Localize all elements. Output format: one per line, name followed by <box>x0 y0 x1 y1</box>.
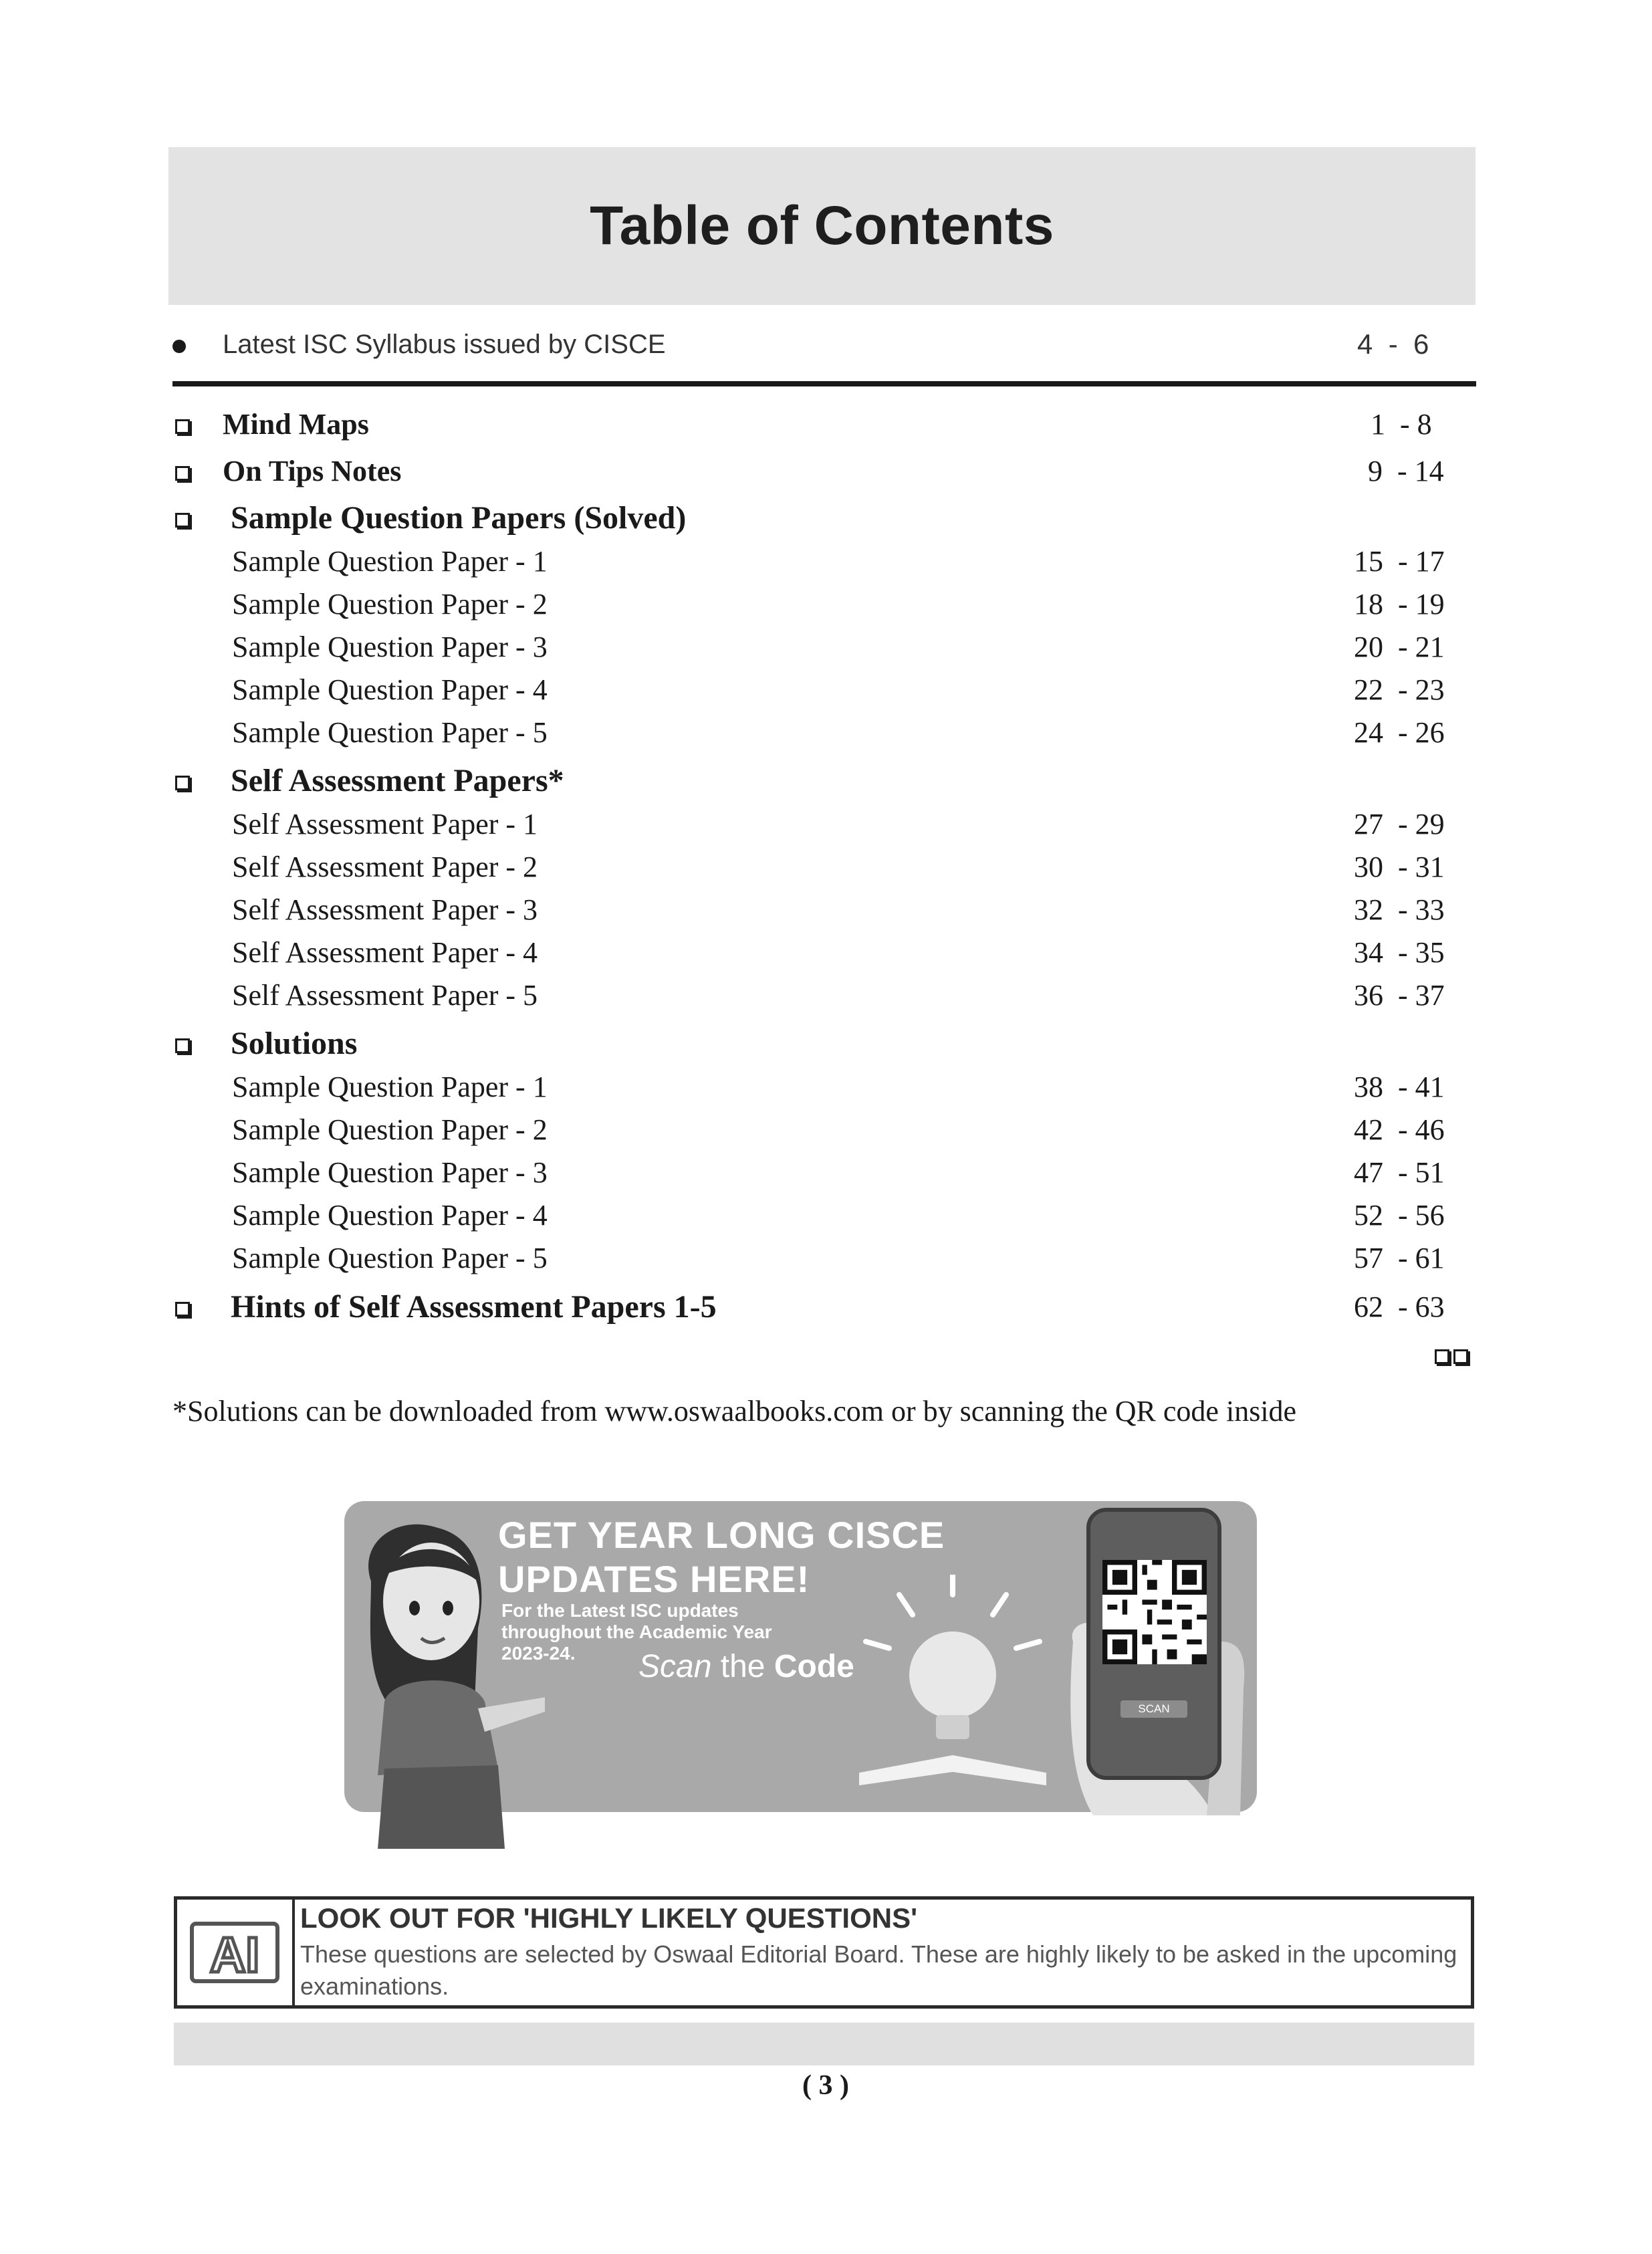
toc-label: Sample Question Paper - 3 <box>232 631 548 663</box>
footer-band <box>174 2023 1474 2065</box>
ai-box-body: These questions are selected by Oswaal Editorial Board. These are highly likely to be asked in the upcoming examinations. <box>300 1940 1457 2000</box>
toc-section-label: Sample Question Papers (Solved) <box>231 500 687 536</box>
banner-subtext-line: throughout the Academic Year <box>501 1621 772 1642</box>
ai-icon-cell <box>177 1900 295 2005</box>
toc-row[interactable] <box>0 538 1652 585</box>
toc-row[interactable] <box>0 1107 1652 1153</box>
lightbulb-icon <box>859 1575 1046 1789</box>
toc-row[interactable] <box>0 929 1652 976</box>
toc-label: Sample Question Paper - 5 <box>232 1242 548 1274</box>
toc-row[interactable] <box>0 1235 1652 1282</box>
toc-label: Self Assessment Paper - 1 <box>232 808 538 840</box>
scan-word: Code <box>774 1649 854 1684</box>
toc-row[interactable] <box>0 667 1652 713</box>
toc-pages: 9 - 14 <box>1368 455 1444 487</box>
toc-pages: 47 - 51 <box>1354 1156 1445 1189</box>
toc-label: Self Assessment Paper - 4 <box>232 936 538 969</box>
toc-row[interactable] <box>0 887 1652 933</box>
page-number: ( 3 ) <box>802 2070 849 2101</box>
checkbox-icon <box>175 448 190 495</box>
ai-icon-label: AI <box>210 1927 259 1983</box>
toc-label: Sample Question Paper - 3 <box>232 1156 548 1189</box>
toc-row[interactable] <box>0 972 1652 1019</box>
checkbox-icon <box>175 758 190 804</box>
toc-label: Sample Question Paper - 5 <box>232 716 548 749</box>
checkbox-icon <box>175 1020 190 1067</box>
toc-pages: 42 - 46 <box>1354 1113 1445 1146</box>
banner-headline-line: GET YEAR LONG CISCE <box>498 1514 945 1556</box>
toc-pages: 27 - 29 <box>1354 808 1445 840</box>
toc-pages: 30 - 31 <box>1354 851 1445 883</box>
syllabus-label: Latest ISC Syllabus issued by CISCE <box>223 330 666 359</box>
ai-icon <box>177 1900 292 2005</box>
toc-pages: 22 - 23 <box>1354 673 1445 706</box>
toc-pages: 38 - 41 <box>1354 1070 1445 1103</box>
title-band <box>168 147 1476 305</box>
toc-label: On Tips Notes <box>223 455 402 487</box>
toc-label: Sample Question Paper - 4 <box>232 673 548 706</box>
banner-headline-line: UPDATES HERE! <box>498 1558 810 1600</box>
scan-word: the <box>720 1649 765 1684</box>
syllabus-pages: 4 - 6 <box>1357 328 1429 360</box>
toc-pages: 24 - 26 <box>1354 716 1445 749</box>
toc-pages: 34 - 35 <box>1354 936 1445 969</box>
scan-the-code <box>638 1648 854 1685</box>
phone-illustration <box>1086 1508 1221 1780</box>
toc-label: Mind Maps <box>223 408 369 441</box>
toc-pages: 15 - 17 <box>1354 545 1445 578</box>
toc-section-label: Self Assessment Papers* <box>231 763 564 798</box>
toc-section-self-assessment[interactable] <box>0 758 1652 804</box>
footnote: *Solutions can be downloaded from www.oswaalbooks.com or by scanning the QR code inside <box>172 1395 1297 1428</box>
checkbox-icon <box>175 495 190 542</box>
toc-row[interactable] <box>0 581 1652 628</box>
toc-label: Self Assessment Paper - 3 <box>232 893 538 926</box>
checkbox-icon <box>175 401 190 448</box>
scan-word: Scan <box>638 1649 712 1684</box>
toc-section-sample-papers[interactable] <box>0 495 1652 542</box>
banner-subtext-line: For the Latest ISC updates <box>501 1600 739 1621</box>
toc-pages: 36 - 37 <box>1354 979 1445 1012</box>
qr-code-icon[interactable] <box>1102 1560 1207 1664</box>
toc-row[interactable] <box>0 1149 1652 1196</box>
bullet-icon <box>172 321 186 368</box>
toc-pages: 62 - 63 <box>1354 1290 1445 1323</box>
page-title: Table of Contents <box>590 195 1054 256</box>
toc-pages: 52 - 56 <box>1354 1199 1445 1232</box>
toc-pages: 32 - 33 <box>1354 893 1445 926</box>
toc-label: Sample Question Paper - 2 <box>232 588 548 621</box>
toc-row-hints[interactable] <box>0 1284 1652 1331</box>
toc-label: Sample Question Paper - 4 <box>232 1199 548 1232</box>
toc-row[interactable] <box>0 801 1652 848</box>
toc-label: Sample Question Paper - 1 <box>232 1070 548 1103</box>
toc-pages: 1 - 8 <box>1371 408 1432 441</box>
toc-row[interactable] <box>0 844 1652 891</box>
toc-section-solutions[interactable] <box>0 1020 1652 1067</box>
scan-button[interactable]: SCAN <box>1120 1700 1187 1718</box>
toc-pages: 57 - 61 <box>1354 1242 1445 1274</box>
toc-label: Hints of Self Assessment Papers 1-5 <box>231 1289 717 1325</box>
toc-row-tips-notes[interactable] <box>0 448 1652 495</box>
toc-row[interactable] <box>0 1064 1652 1111</box>
toc-row[interactable] <box>0 1192 1652 1239</box>
toc-label: Sample Question Paper - 1 <box>232 545 548 578</box>
toc-label: Sample Question Paper - 2 <box>232 1113 548 1146</box>
toc-label: Self Assessment Paper - 5 <box>232 979 538 1012</box>
syllabus-row[interactable] <box>0 321 1652 368</box>
toc-pages: 18 - 19 <box>1354 588 1445 621</box>
toc-pages: 20 - 21 <box>1354 631 1445 663</box>
toc-row[interactable] <box>0 624 1652 671</box>
toc-label: Self Assessment Paper - 2 <box>232 851 538 883</box>
checkbox-icon <box>175 1284 190 1331</box>
toc-row-mind-maps[interactable] <box>0 401 1652 448</box>
qr-banner[interactable] <box>344 1501 1257 1812</box>
end-mark-icon <box>1431 1349 1468 1364</box>
banner-subtext-line: 2023-24. <box>501 1643 576 1664</box>
ai-box-heading: LOOK OUT FOR 'HIGHLY LIKELY QUESTIONS' <box>300 1902 918 1934</box>
toc-row[interactable] <box>0 709 1652 756</box>
toc-section-label: Solutions <box>231 1026 358 1061</box>
section-divider <box>172 381 1476 386</box>
highly-likely-questions-box <box>174 1896 1474 2009</box>
